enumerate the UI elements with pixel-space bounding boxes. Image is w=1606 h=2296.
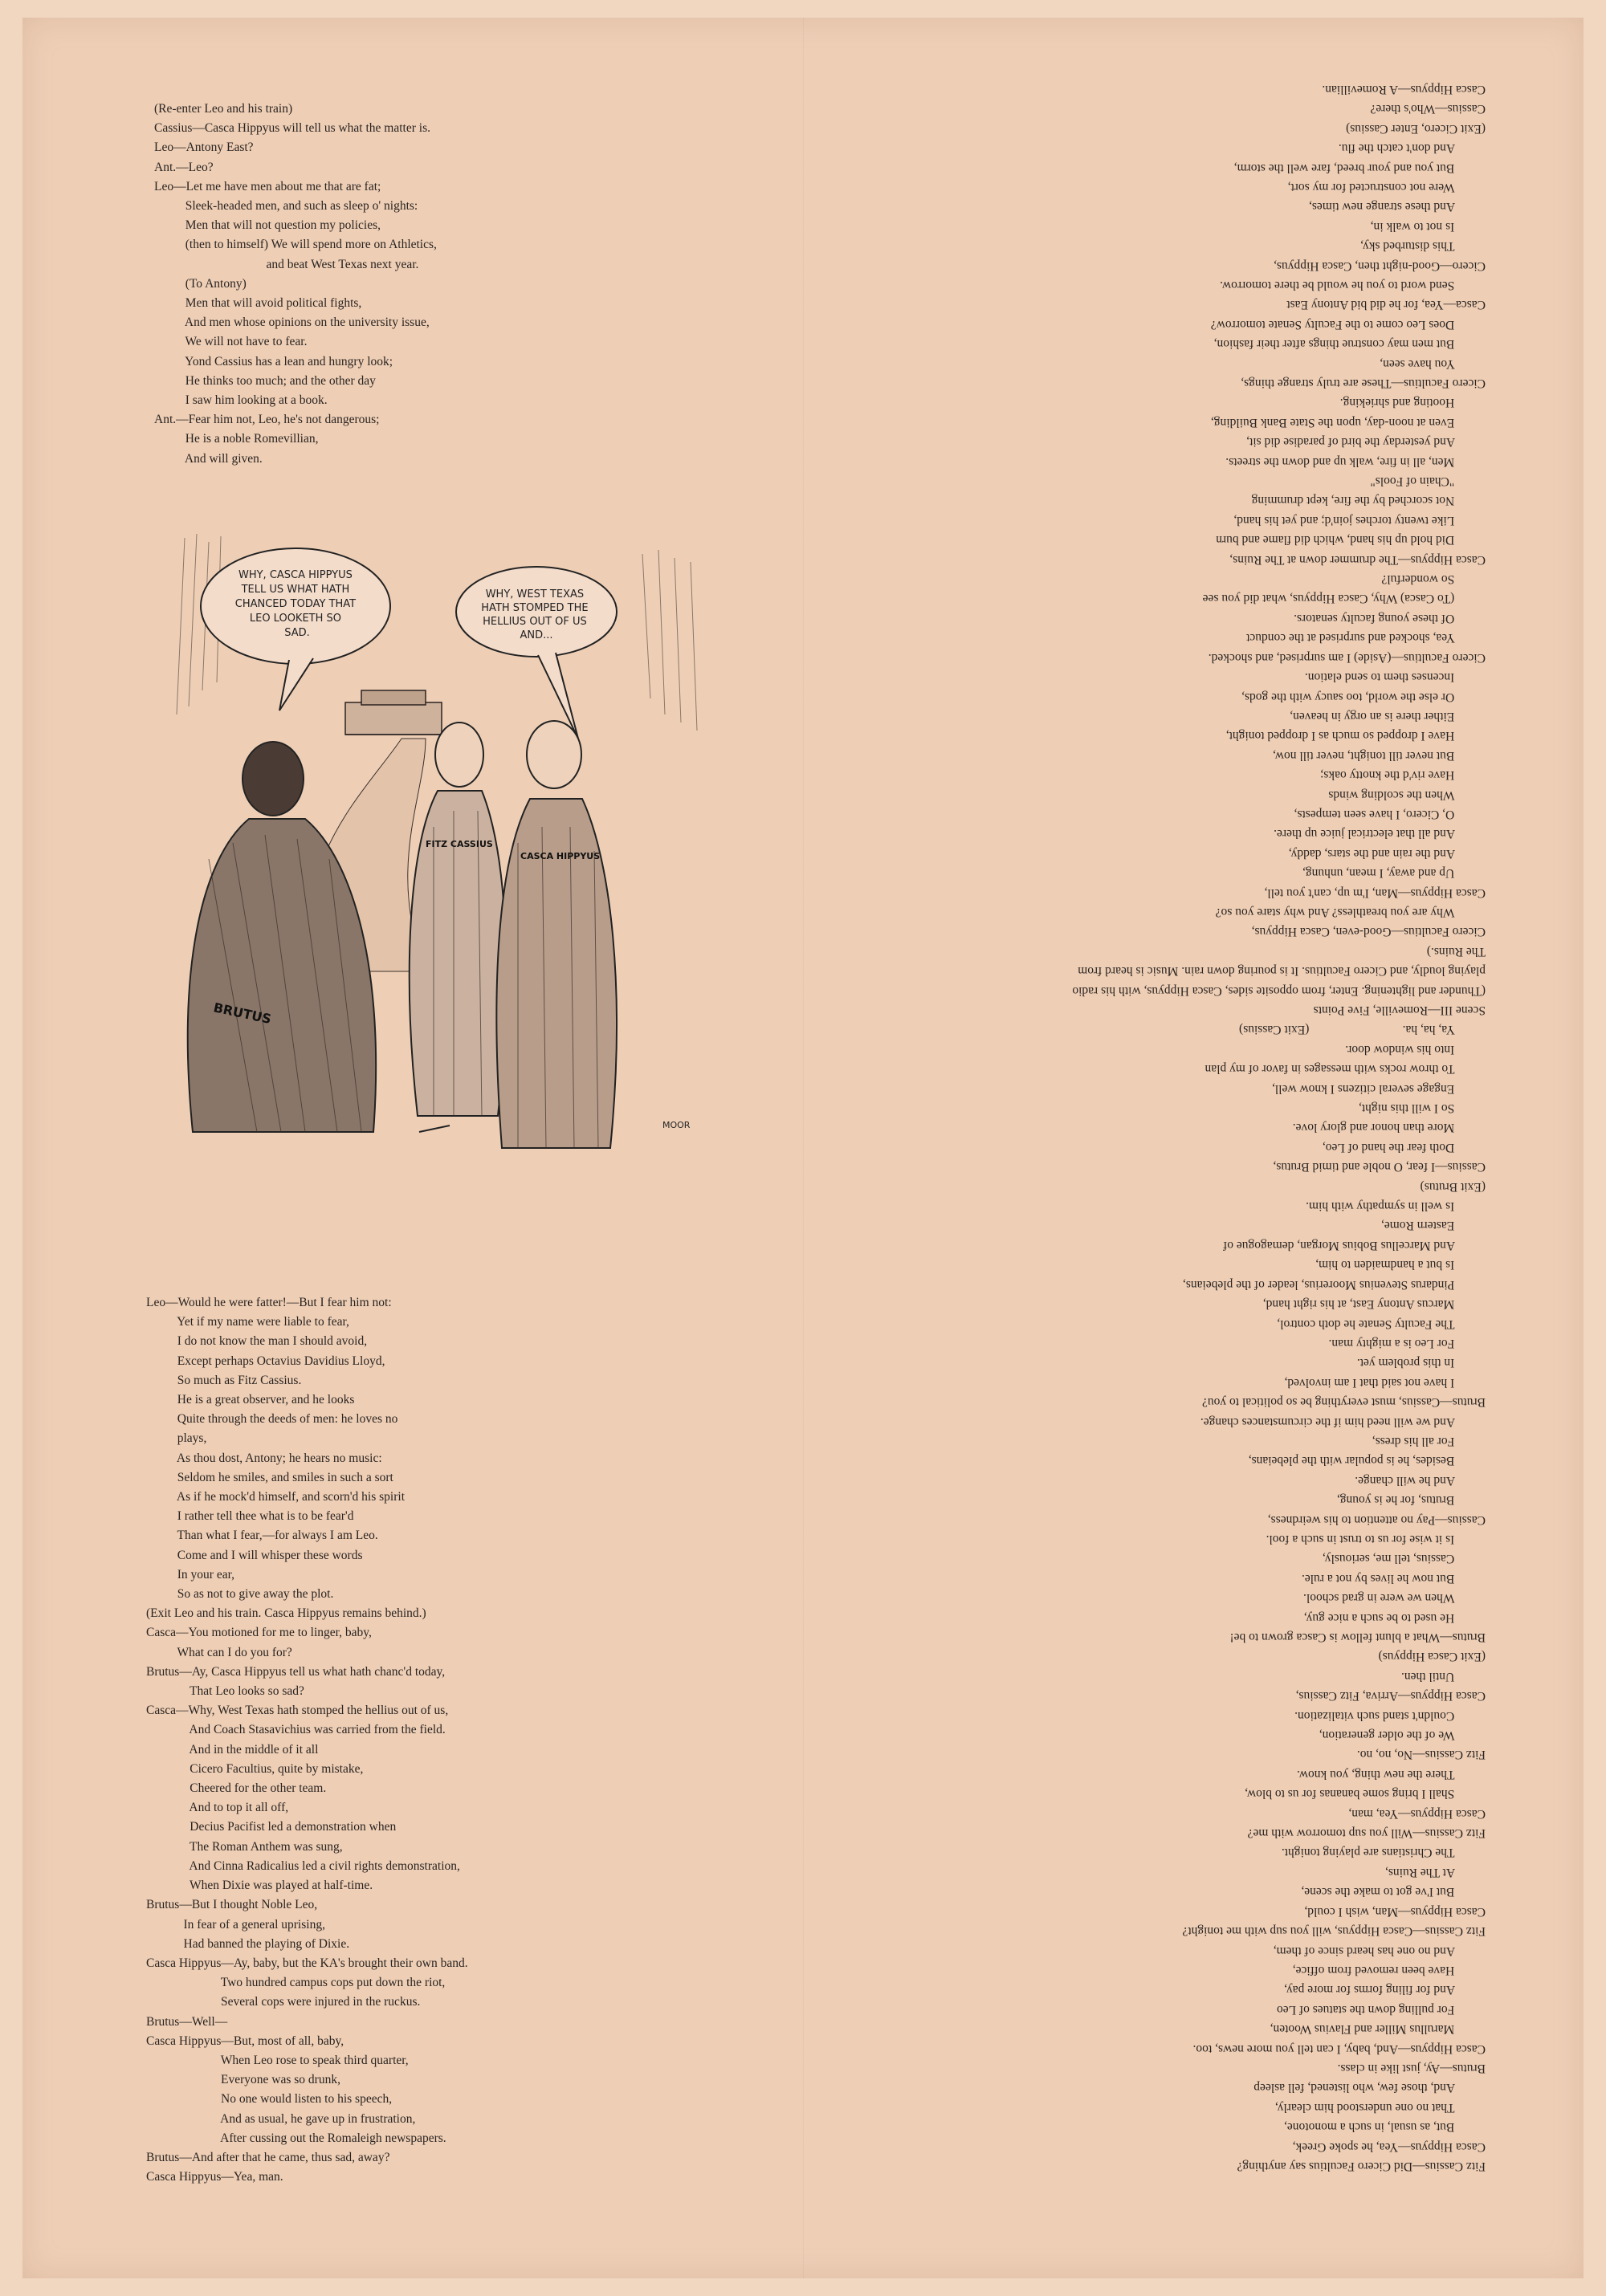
text-line: (Exit Brutus) [1420, 1179, 1486, 1194]
text-line: Either there is an orgy in heaven, [1290, 709, 1486, 723]
fitz-cassius-figure [410, 723, 507, 1132]
text-line: The Ruins.) [1426, 944, 1486, 959]
text-line: Cassius—Who's there? [1370, 102, 1486, 116]
text-line: And, those few, who listened, fell asleep [1253, 2081, 1486, 2095]
text-line: Cassius—Pay no attention to his weirdness, [1267, 1512, 1486, 1527]
text-line: Men that will avoid political fights, [154, 296, 362, 311]
text-line: Casca Hippyus—A Romevillian. [1322, 82, 1486, 96]
bubble-right-line: HATH STOMPED THE [481, 602, 589, 614]
text-line: Quite through the deeds of men: he loves no [146, 1412, 398, 1427]
text-line: Had banned the playing of Dixie. [146, 1936, 350, 1951]
bubble-right-line: HELLIUS OUT OF US [483, 616, 587, 628]
right-column-text [827, 79, 1486, 2176]
text-line: What can I do you for? [146, 1645, 292, 1659]
text-line: (Thunder and lightening. Enter, from opposite sides, Casca Hippyus, with his radio [1072, 983, 1486, 998]
casca-hippyus-figure [496, 721, 617, 1148]
text-line: But men may construe things after their fashion, [1213, 337, 1486, 352]
text-line: And don't catch the flu. [1338, 141, 1486, 156]
text-line: Cassius, tell me, seriously, [1322, 1552, 1486, 1566]
text-line: To throw rocks with messages in favor of my plan [1204, 1062, 1486, 1077]
text-line: Sleek-headed men, and such as sleep o' nights: [154, 199, 418, 214]
text-line: Couldn't stand such vitalization. [1294, 1708, 1486, 1723]
brutus-label: BRUTUS [212, 999, 273, 1028]
text-line: Than what I fear,—for always I am Leo. [146, 1529, 378, 1543]
text-line: Cheered for the other team. [146, 1781, 327, 1796]
text-line: And all that electrical juice up there. [1274, 827, 1486, 841]
text-line: And we will need him if the circumstances change. [1200, 1415, 1486, 1429]
text-line: He is a great observer, and he looks [146, 1393, 355, 1407]
text-line: (Exit Cicero, Enter Cassius) [1346, 121, 1486, 136]
text-line: Of these young faculty senators. [1294, 611, 1486, 625]
bubble-left-line: WHY, CASCA HIPPYUS [238, 569, 353, 581]
text-line: Shall I bring some bananas for us to blow, [1245, 1787, 1486, 1801]
text-line: Ant.—Leo? [154, 160, 214, 174]
text-line: (Exit Leo and his train. Casca Hippyus remains behind.) [146, 1606, 426, 1621]
text-line: So as not to give away the plot. [146, 1587, 334, 1602]
text-line: Casca Hippyus—Arriva, Fitz Cassius, [1295, 1689, 1486, 1704]
text-line: And the rain and the stars, daddy, [1288, 846, 1486, 861]
text-line: Men that will not question my policies, [154, 218, 381, 233]
text-line: Marcus Antony East, at his right hand, [1262, 1297, 1486, 1312]
text-line: And Coach Stasavichius was carried from the field. [146, 1723, 446, 1737]
text-line: Cicero Facultius—(Aside) I am surprised, and shocked. [1208, 650, 1486, 665]
text-line: (To Casca) Why, Casca Hippyus, what did you see [1202, 592, 1486, 606]
text-line: The Christians are playing tonight. [1281, 1846, 1486, 1860]
text-line: That no one understood him clearly, [1274, 2100, 1486, 2115]
text-line: playing loudly, and Cicero Facultius. It is pouring down rain. Music is heard from [1078, 964, 1486, 979]
text-line: Send word to you he would be there tomorrow. [1220, 279, 1486, 292]
text-line: But you and your breed, fare well the storm, [1233, 161, 1486, 175]
text-line: "Chain of Fools" [1370, 474, 1486, 489]
text-line: Scene III—Romeville, Five Points [1313, 1003, 1486, 1018]
page-fold [803, 18, 805, 2278]
text-line: But now he lives by not a rule. [1301, 1571, 1486, 1586]
text-line: Does Leo come to the Faculty Senate tomorrow? [1210, 317, 1486, 332]
text-line: And yesterday the bird of paradise did sit, [1246, 435, 1486, 450]
text-line: Casca Hippyus—Yea, he spoke Greek, [1292, 2139, 1486, 2154]
text-line: Casca Hippyus—But, most of all, baby, [146, 2033, 344, 2048]
text-line: Why are you breathless? And why stare you so? [1215, 906, 1486, 919]
bubble-left-line: SAD. [284, 627, 310, 639]
text-line: Cicero—Good-night then, Casca Hippyus, [1274, 259, 1486, 273]
text-line: Cicero Facultius—Good-even, Casca Hippyus, [1251, 925, 1486, 939]
text-line: (To Antony) [154, 276, 247, 291]
text-line: I saw him looking at a book. [154, 393, 328, 408]
text-line: Casca—Why, West Texas hath stomped the hellius out of us, [146, 1704, 449, 1718]
text-line: I have not said that I am involved, [1284, 1375, 1486, 1390]
text-line: And as usual, he gave up in frustration, [146, 2111, 416, 2126]
text-line: Fitz Cassius—Will you sup tomorrow with me? [1247, 1826, 1486, 1841]
text-line: For pulling down the statues of Leo [1276, 2002, 1486, 2017]
text-line: Brutus, for he is young, [1336, 1493, 1486, 1508]
text-line: After cussing out the Romaleigh newspapers. [146, 2131, 446, 2145]
text-line: Or else the world, too saucy with the gods, [1241, 690, 1486, 704]
text-line: Like twenty torches join'd; and yet his hand, [1233, 513, 1486, 527]
text-line: The Roman Anthem was sung, [146, 1839, 343, 1854]
text-line: So much as Fitz Cassius. [146, 1373, 302, 1387]
speech-bubble-right [456, 567, 617, 739]
text-line: Fitz Cassius—No, no, no. [1356, 1748, 1486, 1762]
text-line: No one would listen to his speech, [146, 2092, 393, 2107]
text-line: Come and I will whisper these words [146, 1548, 363, 1562]
building-drawing [345, 690, 442, 735]
text-line: Incenses them to send elation. [1304, 670, 1486, 685]
text-line: Have been removed from office, [1292, 1963, 1486, 1977]
text-line: Casca Hippyus—Yea, man, [1348, 1806, 1486, 1821]
text-line: Casca Hippyus—Yea, man. [146, 2170, 283, 2184]
text-line: Casca—Yea, for he did bid Antony East [1286, 298, 1486, 312]
brutus-figure [188, 742, 376, 1132]
text-line: And in the middle of it all [146, 1742, 319, 1757]
text-line: Eastern Rome, [1380, 1219, 1486, 1233]
text-line: Casca Hippyus—Man, wish I could, [1304, 1904, 1486, 1919]
bubble-left-line: CHANCED TODAY THAT [234, 598, 357, 610]
text-line: Hooting and shrieking. [1339, 396, 1486, 410]
text-line: He thinks too much; and the other day [154, 373, 376, 388]
text-line: This disturbed sky, [1360, 239, 1486, 254]
text-line: Until then. [1400, 1669, 1486, 1683]
text-line: So wonderful? [1381, 572, 1486, 587]
text-line: In fear of a general uprising, [146, 1917, 325, 1932]
text-line: We will not have to fear. [154, 335, 308, 349]
text-line: You have seen, [1380, 356, 1486, 371]
text-line: Brutus—Well— [146, 2014, 228, 2029]
text-line: When Leo rose to speak third quarter, [146, 2053, 409, 2067]
text-line: Ant.—Fear him not, Leo, he's not dangerous; [154, 413, 380, 427]
text-line: At The Ruins, [1384, 1865, 1486, 1879]
text-line: Brutus—And after that he came, thus sad, away? [146, 2150, 390, 2164]
text-line: Fitz Cassius—Casca Hippyus, will you sup with me tonight? [1182, 1924, 1486, 1939]
bubble-right-line: WHY, WEST TEXAS [485, 588, 585, 600]
cartoon-illustration [161, 522, 719, 1160]
text-line: Fitz Cassius—Did Cicero Facultius say anything? [1237, 2160, 1486, 2173]
text-line: There the new thing, you know. [1296, 1767, 1486, 1781]
text-line: Yet if my name were liable to fear, [146, 1315, 349, 1329]
text-line: More than honor and glory love. [1292, 1121, 1486, 1135]
text-line: Brutus—What a blunt fellow is Casca grown to be! [1229, 1630, 1486, 1645]
text-line: Casca Hippyus—Ay, baby, but the KA's brought their own band. [146, 1956, 468, 1970]
fitz-cassius-label: FITZ CASSIUS [426, 839, 493, 849]
text-line: Cicero Facultius, quite by mistake, [146, 1761, 364, 1776]
bubble-left-line: LEO LOOKETH SO [249, 613, 341, 625]
text-line: plays, [146, 1431, 207, 1446]
text-line: And Marcellus Bobius Morgan, demagogue of [1223, 1238, 1486, 1252]
text-line: Not scorched by the fire, kept drumming [1251, 494, 1486, 508]
artist-signature: MOOR [662, 1120, 691, 1130]
text-line: In this problem yet. [1356, 1356, 1486, 1370]
speech-bubble-left [201, 548, 390, 710]
text-line: He is a noble Romevillian, [154, 432, 319, 446]
text-line: Is well in sympathy with him. [1306, 1199, 1486, 1214]
text-line: Even at noon-day, upon the State Bank Building, [1210, 415, 1486, 429]
text-line: We of the older generation, [1319, 1728, 1486, 1743]
text-line: Cicero Facultius—These are truly strange things, [1241, 377, 1486, 391]
text-line: Cassius—I fear, O noble and timid Brutus, [1273, 1160, 1486, 1174]
text-line: As if he mock'd himself, and scorn'd his spirit [146, 1490, 406, 1504]
text-line: That Leo looks so sad? [146, 1684, 304, 1699]
text-line: When Dixie was played at half-time. [146, 1879, 373, 1893]
text-line: Casca Hippyus—Man, I'm up, can't you tell, [1264, 885, 1486, 900]
text-line: (Re-enter Leo and his train) [154, 102, 293, 116]
text-line: I rather tell thee what is to be fear'd [146, 1509, 354, 1524]
text-line: Engage several citizens I know well, [1272, 1081, 1486, 1096]
text-line: Into his window door. [1345, 1042, 1486, 1056]
text-line: Have I dropped so much as I dropped tonight, [1225, 729, 1486, 743]
text-line: Casca—You motioned for me to linger, baby, [146, 1626, 372, 1640]
text-line: But never till tonight, never till now, [1272, 748, 1486, 763]
text-line: So I will this night, [1358, 1101, 1486, 1116]
text-line: Several cops were injured in the ruckus. [146, 1995, 421, 2009]
text-line: Ya, ha, ha. (Exit Cassius) [1239, 1023, 1486, 1037]
text-line: Leo—Would he were fatter!—But I fear him not: [146, 1296, 392, 1309]
text-line: And he will change. [1355, 1473, 1486, 1488]
text-line: He used to be such a nice guy, [1303, 1610, 1486, 1625]
text-line: Brutus—Ay, Casca Hippyus tell us what hath chanc'd today, [146, 1664, 446, 1679]
text-line: (Exit Casca Hippyus) [1378, 1650, 1486, 1664]
text-line: Decius Pacifist led a demonstration when [146, 1820, 397, 1834]
text-line: Doth fear the hand of Leo, [1322, 1140, 1486, 1154]
text-line: Brutus—Cassius, must everything be so political to you? [1201, 1395, 1486, 1410]
text-line: As thou dost, Antony; he hears no music: [146, 1451, 382, 1465]
text-line: Except perhaps Octavius Davidius Lloyd, [146, 1354, 385, 1368]
text-line: And men whose opinions on the university issue, [154, 315, 430, 330]
text-line: Pindarus Stevenius Moorerius, leader of the plebeians, [1182, 1277, 1486, 1292]
text-line: And to top it all off, [146, 1801, 289, 1815]
casca-hippyus-label: CASCA HIPPYUS [520, 851, 601, 861]
text-line: And for filing forms for more pay, [1284, 1983, 1486, 1997]
text-line: Cassius—Casca Hippyus will tell us what the matter is. [154, 121, 430, 136]
text-line: Up and away, I mean, unhung, [1302, 866, 1486, 881]
text-line: Brutus—But I thought Noble Leo, [146, 1898, 318, 1912]
text-line: For Leo is a mighty man. [1328, 1336, 1486, 1350]
text-line: Casca Hippyus—The drummer down at The Ruins, [1229, 552, 1486, 567]
text-line: Brutus—Ay, just like in class. [1337, 2061, 1486, 2075]
text-line: Men, all in fire, walk up and down the streets. [1225, 454, 1486, 469]
text-line: In your ear, [146, 1567, 234, 1582]
text-line: Casca Hippyus—And, baby, I can tell you more news, too. [1192, 2042, 1486, 2056]
text-line: Seldom he smiles, and smiles in such a sort [146, 1470, 393, 1484]
text-line: When the scolding winds [1328, 788, 1486, 802]
text-line: Leo—Let me have men about me that are fat; [154, 179, 381, 193]
text-line: Two hundred campus cops put down the riot, [146, 1976, 446, 1990]
text-line: Were not constructed for my sort, [1287, 180, 1486, 194]
text-line: Yea, shocked and surprised at the conduct [1246, 631, 1486, 645]
text-line: (then to himself) We will spend more on Athletics, [154, 238, 437, 252]
text-line: Is not to walk in, [1370, 219, 1486, 234]
text-line: Yond Cassius has a lean and hungry look; [154, 354, 393, 368]
text-line: Is but a handmaiden to him, [1315, 1258, 1486, 1272]
text-line: And no one has heard since of them, [1273, 1944, 1486, 1958]
text-line: I do not know the man I should avoid, [146, 1334, 368, 1349]
text-line: Did hold up his hand, which did flame and burn [1216, 533, 1486, 548]
text-line: O, Cicero, I have seen tempests, [1294, 807, 1486, 821]
text-line: Leo—Antony East? [154, 140, 254, 155]
text-line: But, as usual, in such a monotone, [1284, 2120, 1486, 2135]
text-line: And these strange new times, [1309, 200, 1486, 214]
text-line: When we were in grad school. [1303, 1591, 1486, 1606]
bubble-left-line: TELL US WHAT HATH [241, 584, 350, 596]
left-column-top-text [154, 100, 437, 469]
text-line: Besides, he is popular with the plebeians, [1248, 1454, 1486, 1468]
text-line: For all his dress, [1372, 1434, 1486, 1448]
text-line: The Faculty Senate he doth control, [1277, 1317, 1486, 1331]
text-line: And Cinna Radicalius led a civil rights demonstration, [146, 1858, 460, 1873]
bubble-right-line: AND... [520, 629, 553, 641]
text-line: Is it wise for us to trust in such a fool. [1266, 1533, 1486, 1546]
text-line: Have riv'd the knotty oaks; [1320, 768, 1486, 783]
text-line: And will given. [154, 451, 263, 466]
text-line: Everyone was so drunk, [146, 2073, 340, 2087]
text-line: Marullus Miller and Flavius Wooten, [1270, 2022, 1486, 2037]
right-column-upside-down [827, 82, 1486, 2176]
text-line: and beat West Texas next year. [154, 257, 419, 271]
left-column-bottom-text [146, 1293, 468, 2187]
text-line: But I've got to make the scene, [1301, 1885, 1486, 1899]
